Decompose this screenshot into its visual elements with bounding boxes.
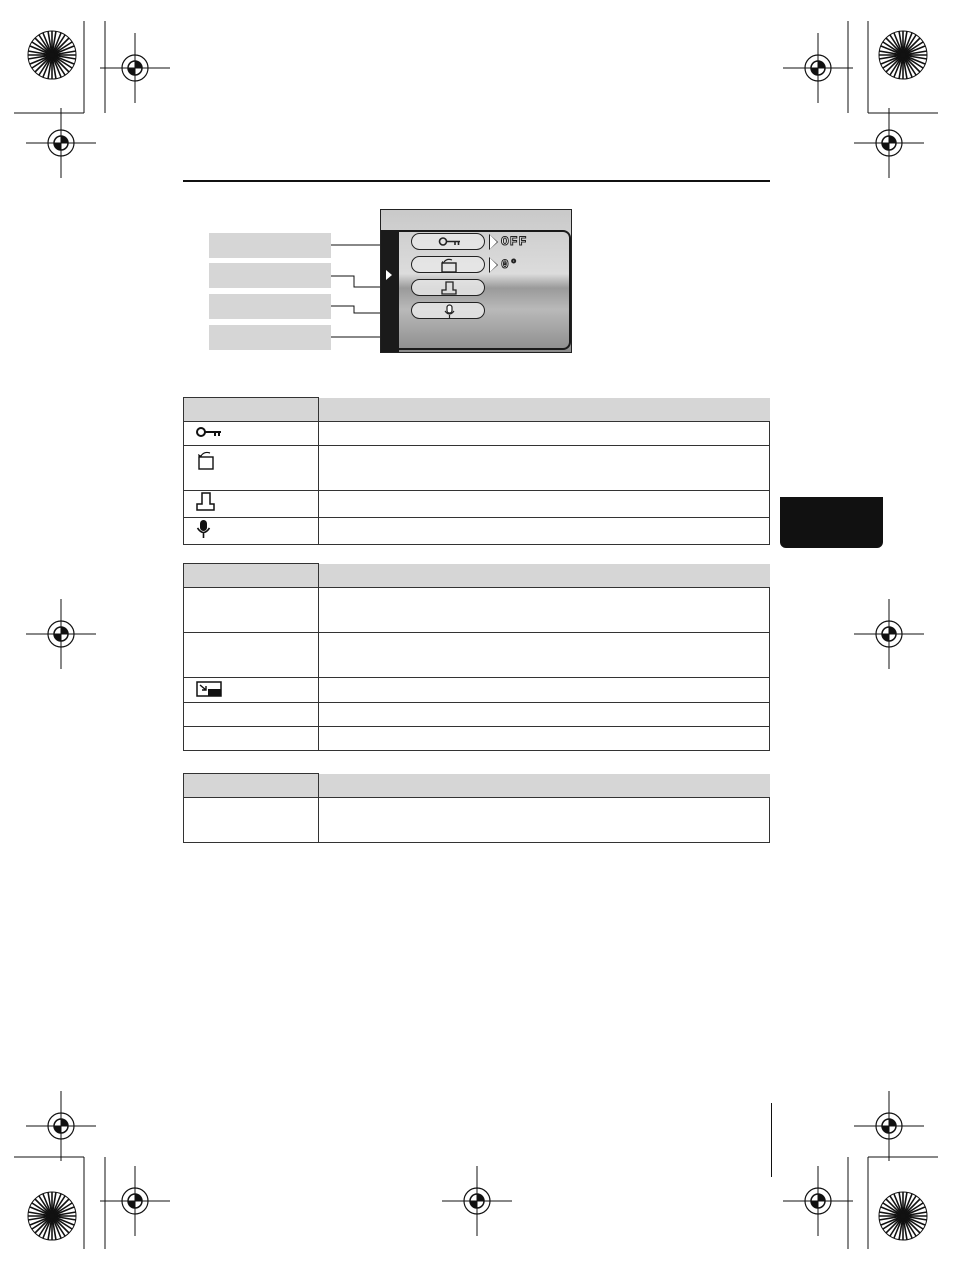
camera-lcd-screen	[380, 209, 572, 353]
menu-tab	[381, 230, 399, 353]
table-cell	[319, 518, 770, 545]
table-row	[184, 678, 770, 703]
table-cell	[319, 798, 770, 843]
table-cell	[319, 422, 770, 446]
chevron-right-icon	[490, 235, 497, 249]
table-row	[184, 518, 770, 545]
microphone-icon	[438, 304, 462, 319]
table-cell	[319, 588, 770, 633]
menu-item-rotate[interactable]	[411, 256, 485, 273]
settings-table-1	[183, 397, 770, 545]
table-row	[184, 422, 770, 446]
table-header	[184, 398, 319, 422]
table-row	[184, 446, 770, 491]
settings-table-3	[183, 773, 770, 843]
table-cell	[184, 727, 319, 751]
table-row	[184, 703, 770, 727]
settings-table-2	[183, 563, 770, 751]
table-cell	[319, 703, 770, 727]
microphone-icon	[195, 519, 213, 539]
table-header	[184, 564, 319, 588]
resize-icon	[196, 681, 222, 697]
table-header	[319, 564, 770, 588]
table-cell	[319, 491, 770, 518]
table-cell	[184, 633, 319, 678]
table-cell	[319, 633, 770, 678]
menu-item-protect[interactable]	[411, 233, 485, 250]
table-cell	[319, 727, 770, 751]
protect-value: OFF	[501, 234, 528, 249]
table-row	[184, 588, 770, 633]
table-row	[184, 798, 770, 843]
print-icon	[195, 492, 217, 512]
table-cell	[184, 703, 319, 727]
table-header	[319, 774, 770, 798]
page-number-rule	[771, 1103, 772, 1177]
table-header	[184, 774, 319, 798]
callout-label-4	[209, 325, 331, 350]
table-header	[319, 398, 770, 422]
key-icon	[438, 235, 462, 248]
table-cell	[184, 798, 319, 843]
menu-item-sound-record[interactable]	[411, 302, 485, 319]
header-rule	[183, 180, 770, 182]
tab-arrow-icon	[386, 270, 392, 280]
table-row	[184, 727, 770, 751]
rotate-icon	[438, 258, 462, 273]
key-icon	[195, 425, 223, 439]
callout-label-1	[209, 233, 331, 258]
table-cell	[319, 678, 770, 703]
table-row	[184, 491, 770, 518]
table-cell	[184, 588, 319, 633]
chevron-right-icon	[490, 258, 497, 272]
print-icon	[438, 281, 462, 296]
rotate-icon	[195, 449, 217, 471]
rotate-value: 0°	[501, 257, 519, 272]
callout-label-3	[209, 294, 331, 319]
table-row	[184, 633, 770, 678]
chapter-tab	[780, 497, 883, 548]
table-cell	[319, 446, 770, 491]
callout-label-2	[209, 263, 331, 288]
menu-item-print-order[interactable]	[411, 279, 485, 296]
